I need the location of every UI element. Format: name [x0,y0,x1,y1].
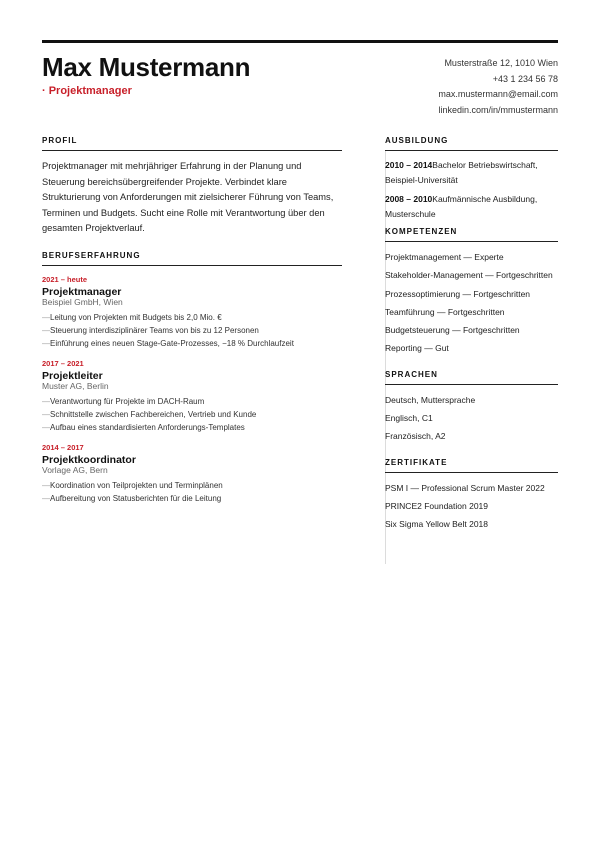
skill-item: Reporting — Gut [385,343,449,354]
contact-linkedin[interactable]: linkedin.com/in/mmustermann [438,104,558,115]
job-entry [42,359,342,434]
profile-heading: PROFIL [42,136,342,151]
job-bullet: —Einführung eines neuen Stage-Gate-Prozesses, −18 % Durchlaufzeit [42,338,294,348]
language-item: Französisch, A2 [385,431,446,442]
languages-heading: SPRACHEN [385,370,558,385]
contact-email[interactable]: max.mustermann@email.com [438,89,558,99]
top-rule [42,40,558,43]
experience-heading: BERUFSERFAHRUNG [42,251,342,266]
job-bullet: —Koordination von Teilprojekten und Terminplänen [42,480,223,490]
candidate-name: Max Mustermann [42,52,251,82]
job-bullet: —Steuerung interdisziplinärer Teams von bis zu 12 Personen [42,325,259,335]
contact-phone: +43 1 234 56 78 [492,73,558,84]
job-entry [42,443,342,505]
job-entry [42,275,342,350]
contact-address: Musterstraße 12, 1010 Wien [444,58,558,68]
certificate-item: Six Sigma Yellow Belt 2018 [385,519,489,530]
job-title: Projektleiter [42,369,103,382]
certificates-heading: ZERTIFIKATE [385,458,558,473]
skill-item: Prozessoptimierung — Fortgeschritten [385,288,531,299]
language-item: Deutsch, Muttersprache [385,394,476,405]
job-dates: 2014 – 2017 [42,442,84,452]
skill-item: Teamführung — Fortgeschritten [385,306,505,317]
education-heading: AUSBILDUNG [385,136,558,151]
job-company: Muster AG, Berlin [42,380,109,391]
skill-item: Budgetsteuerung — Fortgeschritten [385,325,520,336]
skill-item: Stakeholder-Management — Fortgeschritten [385,270,553,281]
left-column [42,136,342,505]
job-company: Vorlage AG, Bern [42,464,108,475]
skills-heading: KOMPETENZEN [385,227,558,242]
job-title: Projektmanager [42,285,122,298]
education-item: 2008 – 2010Kaufmännische Ausbildung, Musterschule [385,194,538,219]
right-column [385,136,558,546]
job-company: Beispiel GmbH, Wien [42,296,123,307]
job-title: Projektkoordinator [42,453,136,466]
job-dates: 2017 – 2021 [42,358,84,368]
certificate-item: PSM I — Professional Scrum Master 2022 [385,482,545,493]
candidate-role: · Projektmanager [42,85,132,97]
job-bullet: —Schnittstelle zwischen Fachbereichen, Vertrieb und Kunde [42,409,257,419]
certificate-item: PRINCE2 Foundation 2019 [385,500,489,511]
job-bullet: —Aufbereitung von Statusberichten für die Leitung [42,493,222,503]
education-item: 2010 – 2014Bachelor Betriebswirtschaft, Beispiel-Universität [385,160,538,185]
contact-block [438,56,558,118]
skill-item: Projektmanagement — Experte [385,252,504,262]
language-item: Englisch, C1 [385,413,433,424]
job-dates: 2021 – heute [42,274,88,284]
job-bullet: —Leitung von Projekten mit Budgets bis 2,0 Mio. € [42,312,222,322]
profile-text: Projektmanager mit mehrjähriger Erfahrung in der Planung und Steuerung bereichsübergreifender Projekte. Verbindet klare Strukturierung von Anforderungen mit zielsicherer Führung von Teams, Terminen und Budgets. Sucht eine Rolle mit Verantwortung über den gesamten Projektverlauf. [42,161,334,233]
job-bullet: —Aufbau eines standardisierten Anforderungs-Templates [42,422,245,432]
job-bullet: —Verantwortung für Projekte im DACH-Raum [42,396,205,406]
